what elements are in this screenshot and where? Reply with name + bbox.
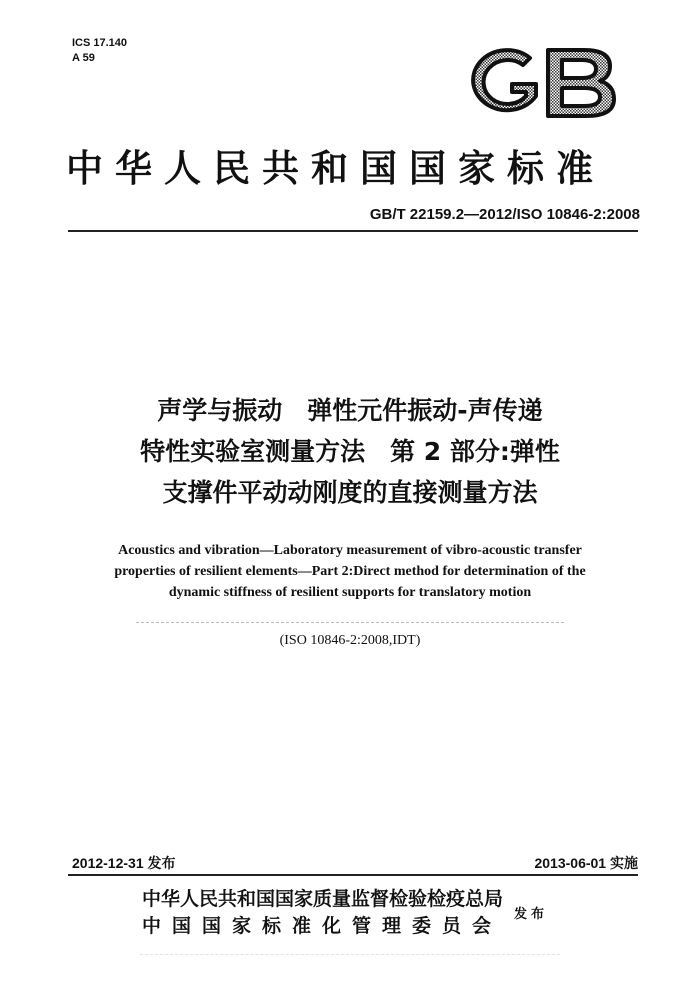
issue-label: 发布 (514, 907, 549, 922)
faint-divider (140, 954, 560, 955)
implementation-date: 2013-06-01 实施 (534, 855, 638, 871)
title-en-line: Acoustics and vibration—Laboratory measurement of vibro-acoustic transfer (118, 543, 582, 558)
issuer-line: 中华人民共和国国家质量监督检验检疫总局 (142, 888, 504, 910)
dotted-divider (136, 622, 564, 623)
classification-codes (72, 36, 127, 66)
title-en-line: dynamic stiffness of resilient supports for translatory motion (168, 585, 532, 600)
title-cn-line: 特性实验室测量方法 第 2 部分:弹性 (140, 437, 560, 466)
issue-date: 2012-12-31 发布 (72, 855, 176, 871)
gb-logo-icon (468, 44, 618, 122)
title-en-line: properties of resilient elements—Part 2:Direct method for determination of the (114, 564, 586, 579)
title-english (40, 540, 660, 603)
identical-adoption-note: (ISO 10846-2:2008,IDT) (279, 633, 421, 648)
issuer-line: 中国国家标准化管理委员会 (142, 915, 503, 937)
ics-code: ICS 17.140 (72, 37, 128, 49)
top-divider (68, 230, 638, 232)
title-chinese (40, 390, 660, 513)
title-cn-line: 声学与振动 弹性元件振动-声传递 (157, 396, 543, 425)
title-cn-line: 支撑件平动动刚度的直接测量方法 (162, 478, 538, 507)
issuing-authorities (142, 886, 503, 940)
ccs-code: A 59 (72, 52, 95, 64)
standard-number: GB/T 22159.2—2012/ISO 10846-2:2008 (369, 206, 640, 223)
standard-type-heading: 中华人民共和国国家标准 (66, 147, 605, 190)
bottom-divider (68, 874, 638, 876)
